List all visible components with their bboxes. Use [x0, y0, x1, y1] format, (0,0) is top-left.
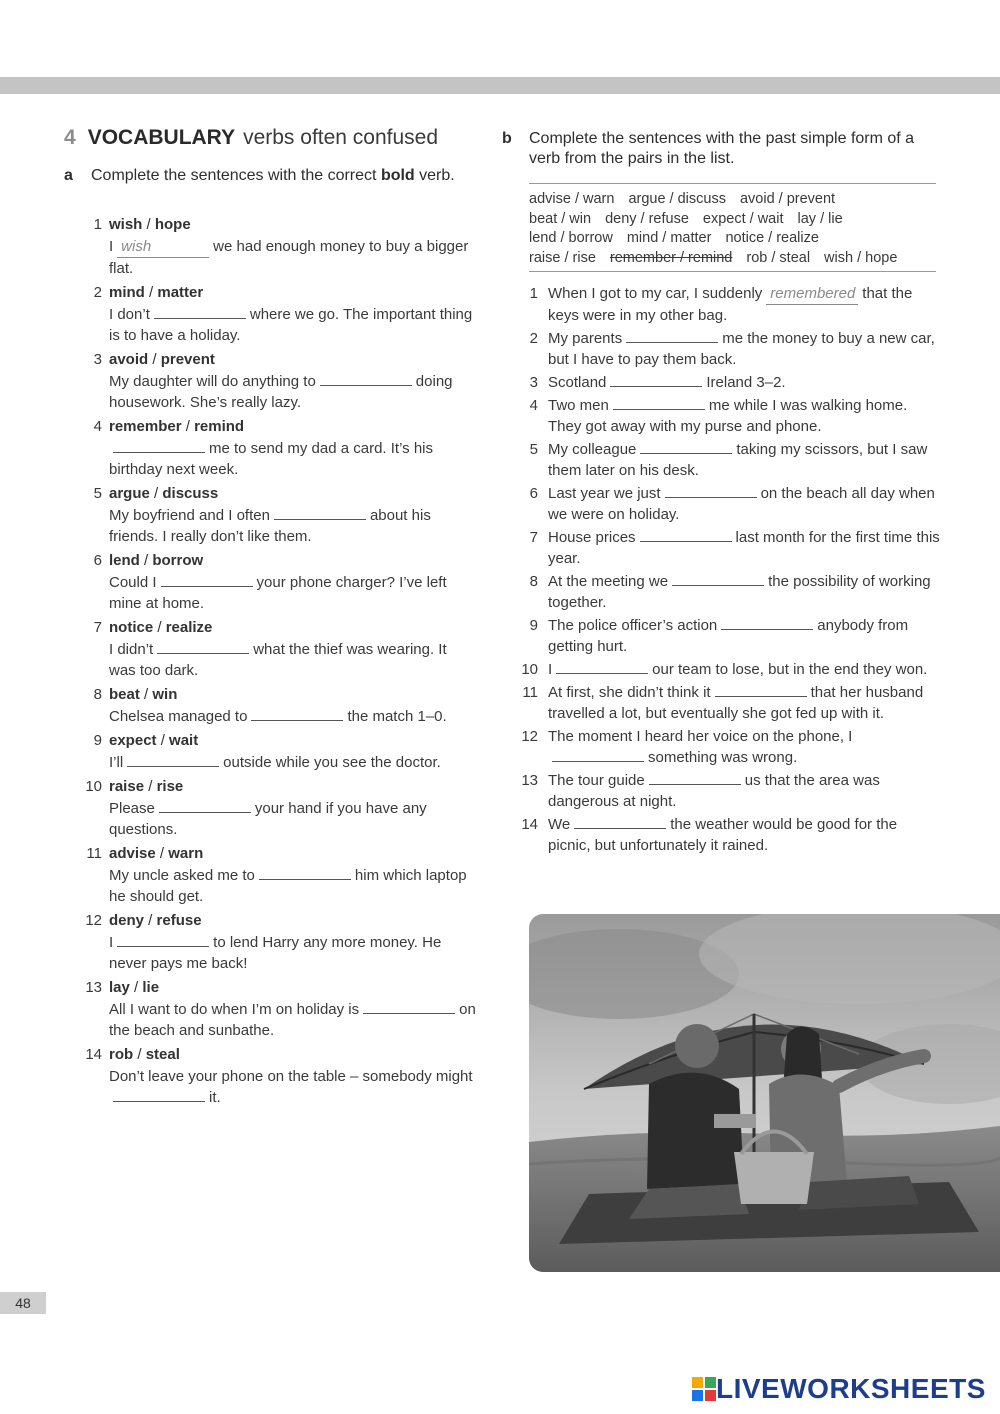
sentence: I’ll outside while you see the doctor. — [109, 754, 441, 771]
exercise-item — [82, 1044, 477, 1108]
answer-blank[interactable] — [610, 372, 702, 387]
answer-blank[interactable] — [552, 747, 644, 762]
item-number: 6 — [93, 552, 102, 569]
item-number: 8 — [93, 686, 102, 703]
item-number: 12 — [521, 728, 538, 745]
answer-blank[interactable] — [127, 752, 219, 767]
item-number: 11 — [522, 684, 538, 701]
item-number: 10 — [521, 661, 538, 678]
item-number: 12 — [85, 912, 102, 929]
word-pair: wish / hope — [824, 249, 898, 266]
sentence: I didn’t what the thief was wearing. It was too dark. — [109, 641, 447, 679]
part-a-letter: a — [64, 167, 73, 184]
brand-name: LIVEWORKSHEETS — [716, 1373, 986, 1404]
verb-pair: advise / warn — [109, 845, 204, 862]
exercise-item — [515, 770, 940, 812]
answer-blank[interactable] — [640, 439, 732, 454]
exercise-item — [82, 416, 477, 480]
sentence: The police officer’s action anybody from getting hurt. — [548, 617, 909, 655]
answer-blank[interactable] — [766, 283, 858, 305]
answer-blank[interactable] — [259, 865, 351, 880]
part-a-instruction: a Complete the sentences with the correct bold verb. — [64, 167, 455, 184]
answer-blank[interactable] — [613, 395, 705, 410]
sentence: My daughter will do anything to doing housework. She’s really lazy. — [109, 373, 453, 411]
word-pair: argue / discuss — [628, 191, 726, 207]
sentence: I wish we had enough money to buy a bigger flat. — [109, 238, 469, 277]
sentence: All I want to do when I’m on holiday is on the beach and sunbathe. — [109, 1001, 476, 1039]
exercise-item — [515, 659, 940, 680]
verb-pair: beat / win — [109, 686, 178, 703]
verb-pair: raise / rise — [109, 778, 184, 795]
item-number: 11 — [86, 845, 102, 862]
sentence: When I got to my car, I suddenly remembered that the keys were in my other bag. — [548, 285, 913, 324]
item-number: 6 — [529, 485, 538, 502]
verb-pair: lay / lie — [109, 979, 160, 996]
item-number: 4 — [529, 397, 538, 414]
verb-pair: expect / wait — [109, 732, 199, 749]
verb-pair: avoid / prevent — [109, 351, 215, 368]
item-number: 1 — [529, 285, 538, 302]
exercise-item — [82, 776, 477, 840]
exercise-item — [515, 726, 940, 768]
item-number: 9 — [529, 617, 538, 634]
item-number: 9 — [93, 732, 102, 749]
exercise-item — [515, 814, 940, 856]
word-pair: avoid / prevent — [739, 191, 836, 207]
exercise-item — [82, 282, 477, 346]
word-list-box — [529, 183, 936, 272]
answer-blank[interactable] — [640, 527, 732, 542]
liveworksheets-logo-icon — [692, 1377, 716, 1401]
word-pair: raise / rise — [529, 249, 596, 266]
answer-blank[interactable] — [672, 571, 764, 586]
exercise-item — [82, 214, 477, 279]
sentence: Chelsea managed to the match 1–0. — [109, 708, 447, 725]
sentence: Don’t leave your phone on the table – somebody mightit. — [109, 1068, 473, 1106]
sentence: I our team to lose, but in the end they won. — [548, 661, 928, 678]
exercise-item — [82, 843, 477, 907]
item-number: 14 — [521, 816, 538, 833]
sentence: Two men me while I was walking home. They got away with my purse and phone. — [548, 397, 908, 435]
exercise-item — [82, 550, 477, 614]
part-b-instruction: b Complete the sentences with the past simple form of a verb from the pairs in the list. — [502, 130, 915, 167]
answer-blank[interactable] — [574, 814, 666, 829]
exercise-item — [82, 730, 477, 773]
answer-blank[interactable] — [113, 1087, 205, 1102]
answer-blank[interactable] — [556, 659, 648, 674]
verb-pair: wish / hope — [109, 216, 191, 233]
exercise-item — [515, 372, 940, 393]
exercise-item — [515, 527, 940, 569]
item-number: 13 — [521, 772, 538, 789]
answer-blank[interactable] — [320, 371, 412, 386]
section-title: VOCABULARY — [87, 126, 236, 149]
exercise-item — [82, 684, 477, 727]
exercise-item — [515, 439, 940, 481]
sentence: Please your hand if you have any questions. — [109, 800, 427, 838]
exercise-item — [515, 283, 940, 326]
word-pair: lend / borrow — [529, 230, 613, 246]
sentence: My parents me the money to buy a new car, but I have to pay them back. — [548, 330, 935, 368]
answer-text: wish — [121, 238, 152, 255]
exercise-item — [515, 395, 940, 437]
sentence: House prices last month for the first time this year. — [548, 529, 940, 567]
word-row — [529, 249, 936, 269]
sentence: We the weather would be good for the picnic, but unfortunately it rained. — [548, 816, 898, 854]
item-number: 2 — [93, 284, 102, 301]
answer-blank[interactable] — [721, 615, 813, 630]
answer-blank[interactable] — [251, 706, 343, 721]
item-number: 13 — [85, 979, 102, 996]
answer-blank[interactable] — [157, 639, 249, 654]
picnic-photo — [529, 914, 1000, 1272]
word-pair: notice / realize — [725, 230, 819, 246]
word-pair: mind / matter — [626, 230, 712, 246]
exercise-item — [515, 615, 940, 657]
section-heading — [64, 126, 438, 150]
word-pair: rob / steal — [746, 249, 811, 266]
item-number: 4 — [93, 418, 102, 435]
word-pair: beat / win — [529, 210, 592, 227]
sentence: Last year we just on the beach all day when we were on holiday. — [548, 485, 935, 523]
sentence: My uncle asked me to him which laptop he should get. — [109, 867, 467, 905]
sentence: The moment I heard her voice on the phone, Isomething was wrong. — [548, 728, 853, 766]
exercise-item — [82, 483, 477, 547]
answer-blank[interactable] — [161, 572, 253, 587]
part-a-exercise-list — [82, 214, 477, 1111]
answer-blank[interactable] — [117, 932, 209, 947]
item-number: 7 — [93, 619, 102, 636]
sentence: At the meeting we the possibility of working together. — [548, 573, 931, 611]
word-pair: expect / wait — [702, 210, 784, 227]
answer-blank[interactable] — [274, 505, 366, 520]
item-number: 1 — [93, 216, 102, 233]
exercise-item — [515, 328, 940, 370]
verb-pair: mind / matter — [109, 284, 204, 301]
section-subtitle: verbs often confused — [243, 126, 439, 149]
verb-pair: notice / realize — [109, 619, 213, 636]
answer-blank[interactable] — [626, 328, 718, 343]
part-b-exercise-list — [515, 283, 940, 858]
verb-pair: rob / steal — [109, 1046, 180, 1063]
sentence: My colleague taking my scissors, but I saw them later on his desk. — [548, 441, 928, 479]
answer-blank[interactable] — [154, 304, 246, 319]
part-b-letter: b — [502, 130, 512, 147]
exercise-item — [82, 977, 477, 1041]
answer-blank[interactable] — [649, 770, 741, 785]
word-row — [529, 210, 936, 230]
answer-blank[interactable] — [363, 999, 455, 1014]
sentence: me to send my dad a card. It’s his birthday next week. — [109, 440, 433, 478]
item-number: 5 — [93, 485, 102, 502]
answer-text: remembered — [770, 285, 856, 302]
sentence: I don’t where we go. The important thing is to have a holiday. — [109, 306, 473, 344]
word-pair: lay / lie — [797, 210, 843, 227]
answer-blank[interactable] — [117, 236, 209, 258]
item-number: 7 — [529, 529, 538, 546]
item-number: 3 — [93, 351, 102, 368]
item-number: 10 — [85, 778, 102, 795]
verb-pair: lend / borrow — [109, 552, 204, 569]
word-pair: deny / refuse — [605, 210, 689, 227]
verb-pair: argue / discuss — [109, 485, 219, 502]
item-number: 14 — [85, 1046, 102, 1063]
sentence: Could I your phone charger? I’ve left mine at home. — [109, 574, 447, 612]
page-number: 48 — [0, 1292, 46, 1314]
exercise-item — [82, 910, 477, 974]
item-number: 5 — [529, 441, 538, 458]
item-number: 8 — [529, 573, 538, 590]
verb-pair: remember / remind — [109, 418, 245, 435]
header-bar — [0, 77, 1000, 94]
brand-logo — [692, 1374, 986, 1404]
item-number: 2 — [529, 330, 538, 347]
sentence: The tour guide us that the area was dangerous at night. — [548, 772, 880, 810]
sentence: Scotland Ireland 3–2. — [548, 374, 786, 391]
sentence: At first, she didn’t think it that her husband travelled a lot, but eventually she got fed up with it. — [548, 684, 924, 722]
word-row — [529, 190, 936, 210]
exercise-item — [515, 682, 940, 724]
answer-blank[interactable] — [113, 438, 205, 453]
exercise-item — [515, 571, 940, 613]
sentence: I to lend Harry any more money. He never pays me back! — [109, 934, 442, 972]
section-number: 4 — [64, 126, 76, 149]
answer-blank[interactable] — [159, 798, 251, 813]
word-pair: remember / remind — [609, 249, 733, 266]
exercise-item — [82, 617, 477, 681]
exercise-item — [82, 349, 477, 413]
verb-pair: deny / refuse — [109, 912, 202, 929]
exercise-item — [515, 483, 940, 525]
word-row — [529, 229, 936, 249]
word-pair: advise / warn — [529, 191, 615, 207]
item-number: 3 — [529, 374, 538, 391]
answer-blank[interactable] — [715, 682, 807, 697]
sentence: My boyfriend and I often about his friends. I really don’t like them. — [109, 507, 431, 545]
answer-blank[interactable] — [665, 483, 757, 498]
